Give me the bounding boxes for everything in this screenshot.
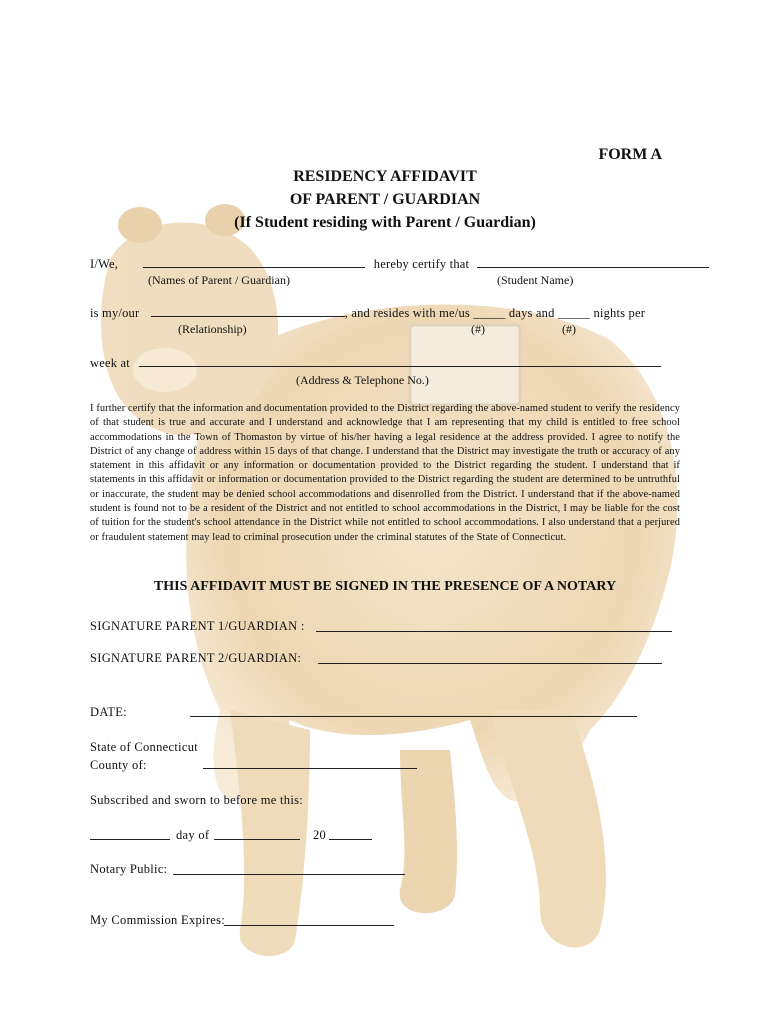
signature-1-field[interactable]: [316, 631, 672, 632]
parent-names-field[interactable]: [143, 257, 365, 268]
notary-notice: THIS AFFIDAVIT MUST BE SIGNED IN THE PRESENCE OF A NOTARY: [153, 579, 617, 594]
relationship-field[interactable]: [151, 306, 345, 317]
certify-text: hereby certify that: [373, 257, 470, 271]
year-prefix: 20: [313, 828, 327, 842]
student-caption: (Student Name): [497, 273, 574, 287]
notary-public-field[interactable]: [173, 874, 405, 875]
signature-2-field[interactable]: [318, 663, 662, 664]
title-line-3: (If Student residing with Parent / Guardian): [234, 214, 536, 231]
relationship-row: [90, 306, 645, 321]
iwe-row: [90, 257, 709, 272]
title-line-2: OF PARENT / GUARDIAN: [289, 191, 481, 208]
commission-expires-label: My Commission Expires:: [90, 913, 226, 927]
student-name-field[interactable]: [477, 257, 709, 268]
signature-2-label: SIGNATURE PARENT 2/GUARDIAN:: [90, 651, 302, 665]
iwe-label: I/We,: [90, 257, 119, 271]
county-field[interactable]: [203, 768, 417, 769]
signature-1-label: SIGNATURE PARENT 1/GUARDIAN :: [90, 619, 305, 633]
subscribed-label: Subscribed and sworn to before me this:: [90, 793, 304, 807]
week-row: [90, 356, 661, 371]
title-line-1: RESIDENCY AFFIDAVIT: [293, 168, 477, 185]
relationship-caption: (Relationship): [178, 322, 247, 336]
year-field[interactable]: [329, 839, 372, 840]
day-of-text: day of: [176, 828, 210, 842]
form-label: FORM A: [598, 146, 662, 163]
ismyour-label: is my/our: [90, 306, 140, 320]
resides-text: , and resides with me/us _____ days and _____ nights per: [344, 306, 646, 320]
notary-public-label: Notary Public:: [90, 862, 168, 876]
month-field[interactable]: [214, 839, 300, 840]
address-field[interactable]: [139, 356, 661, 367]
certification-paragraph: I further certify that the information and documentation provided to the District regarding the above-named student to verify the residency of that student is true and accurate and I understand and acknowledge that I am representing that my child is entitled to free school accommodations in the Town of Thomaston by virtue of his/her having a legal residence at the address provided. I agree to notify the District of any change of address within 15 days of that change. I understand that the District may investigate the truth or accuracy of any statement in this affidavit or any information or documentation provided to the District regarding the student. I understand that if statements in this affidavit or information or documentation provided to the District regarding the student are determined to be untruthful or inaccurate, the student may be denied school accommodations and disenrolled from the District. I understand that if the above-named student is found not to be a resident of the District and not entitled to school accommodations in the District, I may be liable for the cost of tuition for the student's school attendance in the District while not entitled to school accommodations. I also understand that a perjured or fraudulent statement may lead to criminal prosecution under the criminal statutes of the State of Connecticut.: [90, 403, 680, 543]
state-label: State of Connecticut: [90, 740, 199, 754]
date-field[interactable]: [190, 716, 637, 717]
nights-number-caption: (#): [562, 322, 576, 336]
date-label: DATE:: [90, 705, 127, 719]
names-caption: (Names of Parent / Guardian): [148, 273, 290, 287]
county-label: County of:: [90, 758, 147, 772]
days-number-caption: (#): [471, 322, 485, 336]
address-caption: (Address & Telephone No.): [296, 373, 429, 387]
day-field[interactable]: [90, 839, 170, 840]
week-label: week at: [90, 356, 130, 370]
commission-expires-field[interactable]: [224, 925, 394, 926]
